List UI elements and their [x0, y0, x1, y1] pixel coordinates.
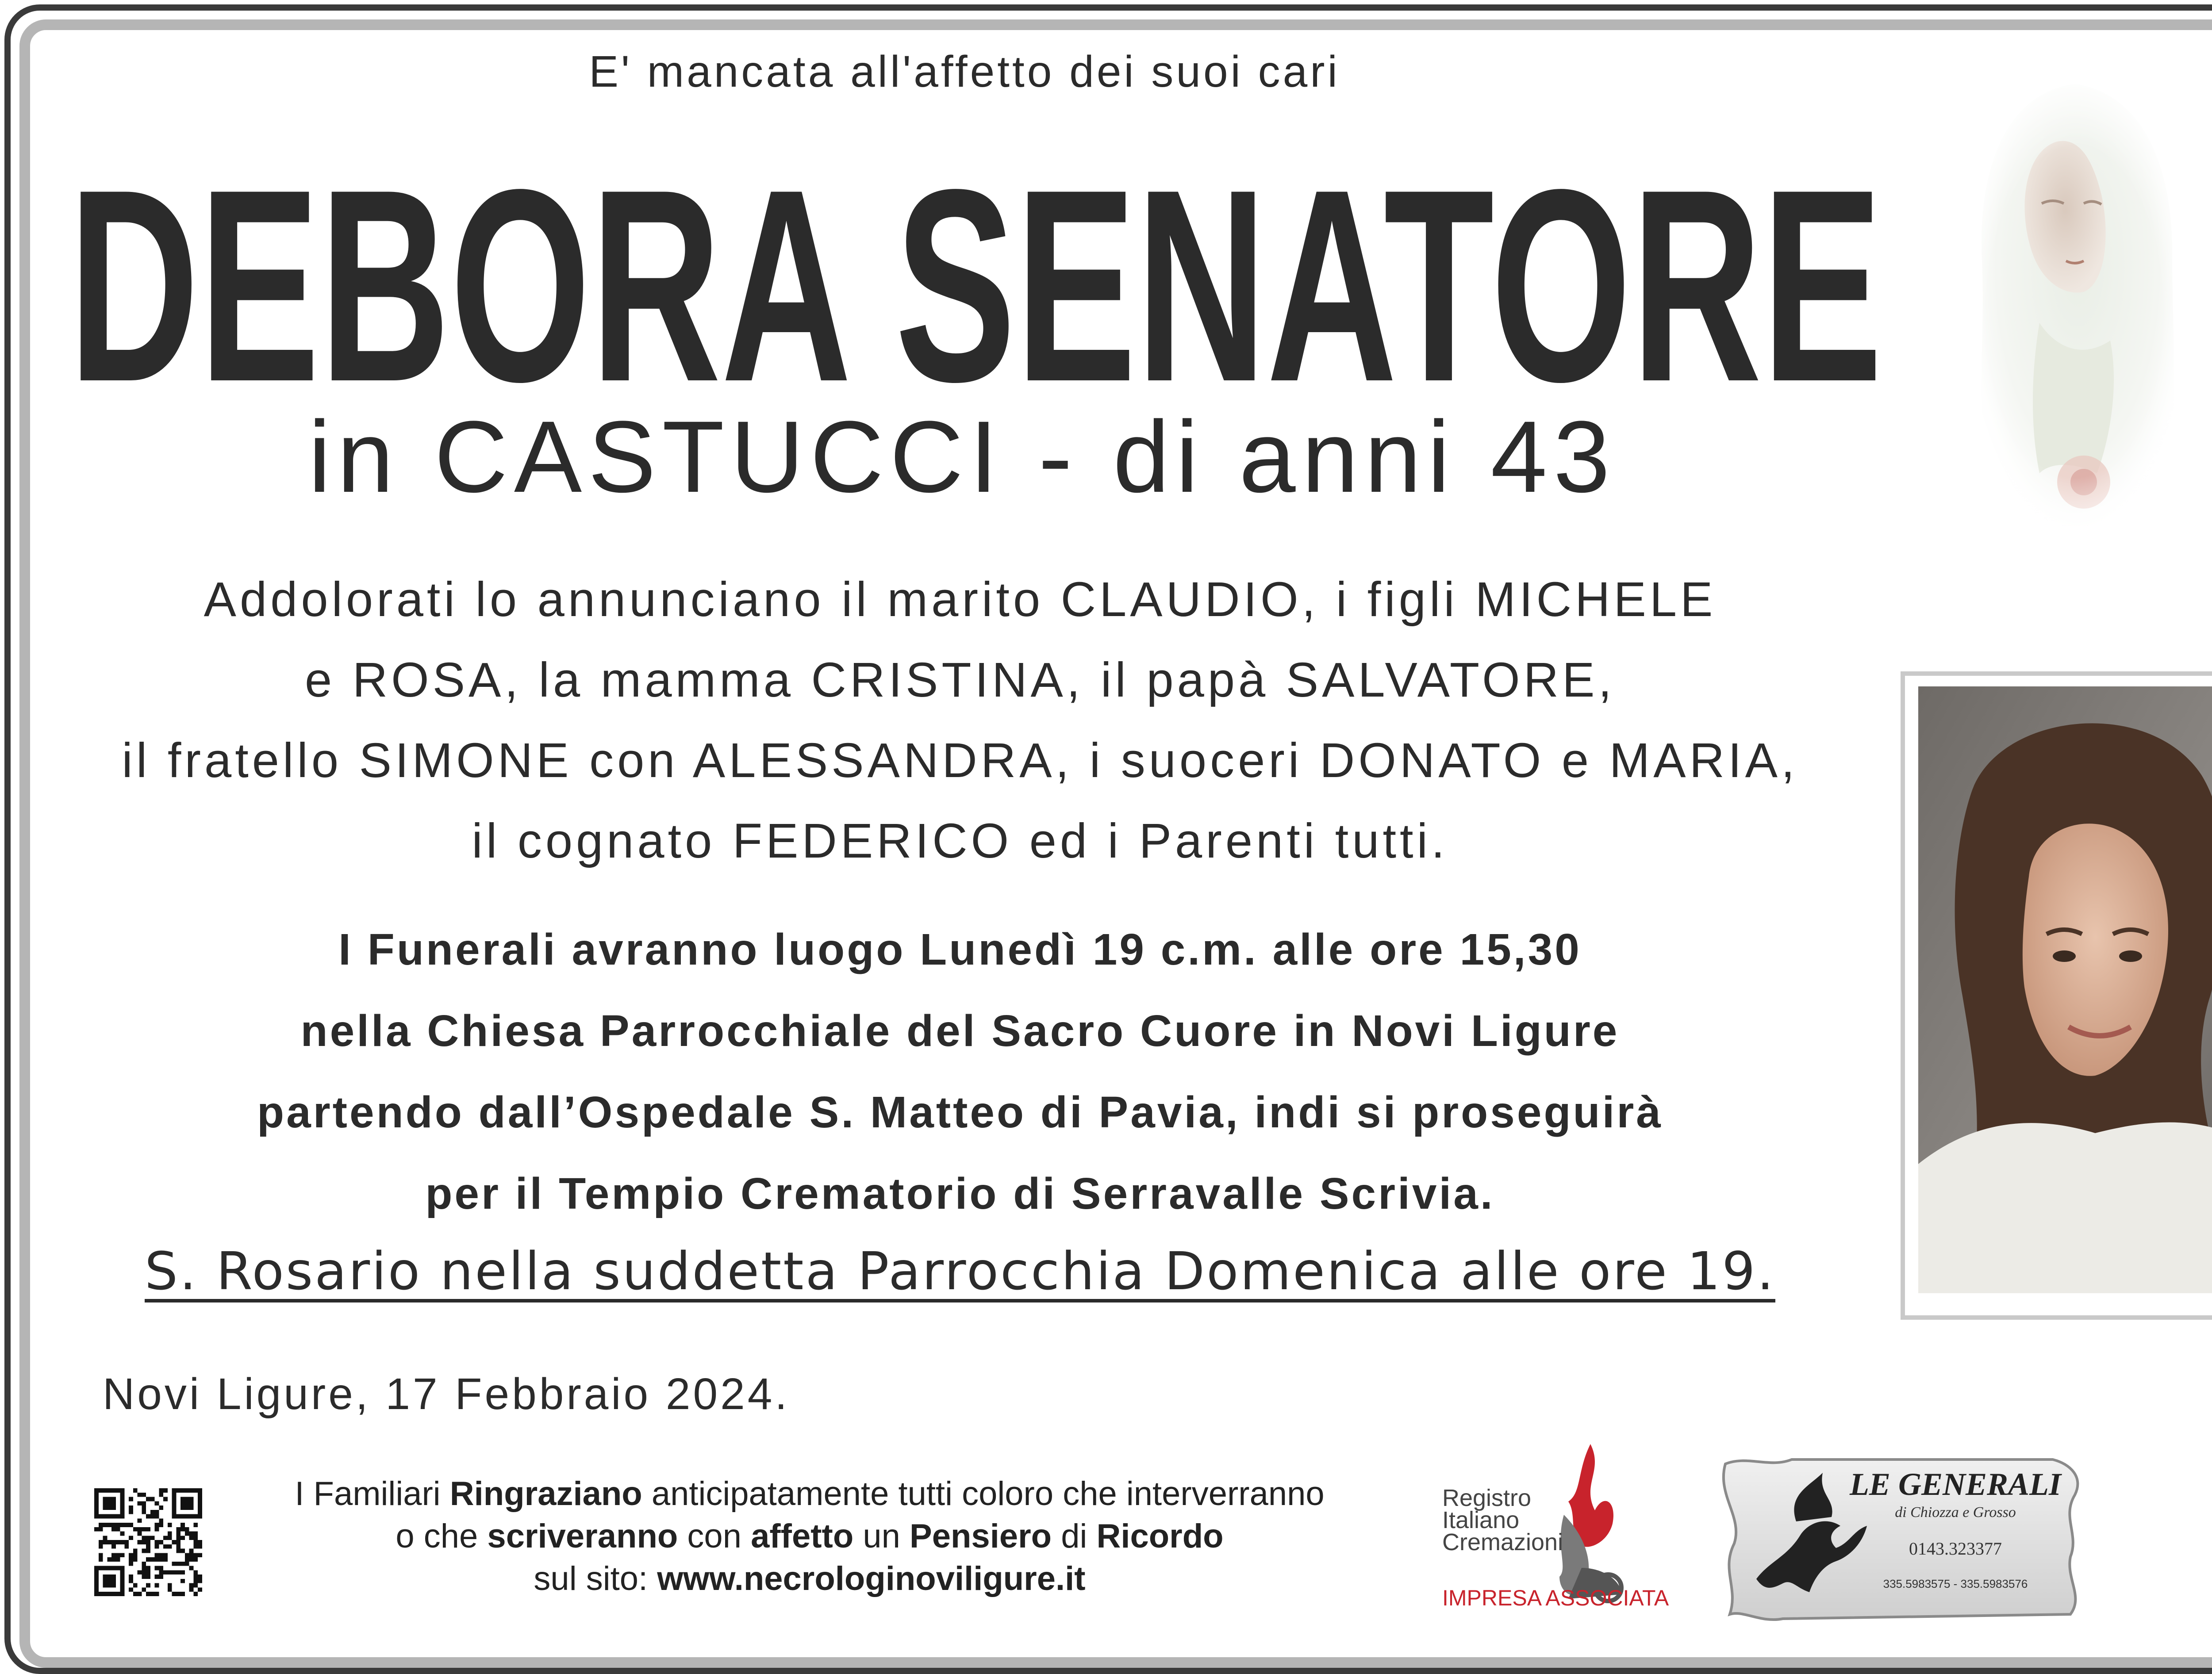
thanks-line-2	[221, 1515, 1398, 1558]
family-line: e ROSA, la mamma CRISTINA, il papà SALVATORE,	[304, 653, 1616, 707]
funeral-line: per il Tempio Crematorio di Serravalle Scrivia.	[425, 1169, 1495, 1218]
funeral-line: nella Chiesa Parrocchiale del Sacro Cuore in Novi Ligure	[300, 1006, 1620, 1056]
deceased-subname: in CASTUCCI - di anni 43	[308, 400, 1617, 513]
thanks-text: di	[1052, 1517, 1097, 1555]
thanks-bold: affetto	[751, 1517, 854, 1555]
thanks-text: sul sito:	[534, 1560, 657, 1597]
family-line: il cognato FEDERICO ed i Parenti tutti.	[472, 814, 1448, 868]
rosario-info	[49, 1241, 1871, 1302]
registro-cremazioni-logo	[1436, 1435, 1701, 1630]
thanks-text: con	[678, 1517, 751, 1555]
agency-mobiles: 335.5983575 - 335.5983576	[1883, 1577, 2028, 1590]
thanks-text: anticipatamente tutti coloro che interverranno	[642, 1475, 1325, 1513]
family-line: Addolorati lo annunciano il marito CLAUDIO, i figli MICHELE	[204, 572, 1717, 627]
funeral-line: I Funerali avranno luogo Lunedì 19 c.m. alle ore 15,30	[338, 925, 1582, 974]
thanks-bold: Ringraziano	[449, 1475, 642, 1513]
thanks-text: un	[853, 1517, 910, 1555]
thanks-bold: Ricordo	[1096, 1517, 1224, 1555]
family-line: il fratello SIMONE con ALESSANDRA, i suoceri DONATO e MARIA,	[122, 733, 1798, 788]
madonna-image	[1951, 75, 2199, 548]
thanks-text: o che	[396, 1517, 488, 1555]
funeral-line: partendo dall’Ospedale S. Matteo di Pavia, indi si proseguirà	[257, 1088, 1663, 1137]
registro-line: Registro	[1442, 1485, 1532, 1511]
portrait-photo	[1918, 686, 2212, 1293]
deceased-name	[58, 115, 1893, 425]
place-date: Novi Ligure, 17 Febbraio 2024.	[103, 1369, 790, 1419]
thanks-block	[221, 1473, 1398, 1600]
thanks-line-1	[221, 1473, 1398, 1515]
intro-text: E' mancata all'affetto dei suoi cari	[589, 47, 1340, 96]
agency-logo	[1708, 1446, 2093, 1632]
funeral-info	[49, 909, 1871, 1234]
family-announcement	[49, 559, 1871, 881]
registro-line: Cremazioni	[1442, 1529, 1563, 1555]
website-link[interactable]: www.necrologinoviligure.it	[657, 1560, 1086, 1597]
thanks-line-3	[221, 1558, 1398, 1600]
thanks-text: I Familiari	[295, 1475, 450, 1513]
thanks-bold: scriveranno	[487, 1517, 678, 1555]
agency-phone: 0143.323377	[1909, 1539, 2002, 1559]
impresa-associata: IMPRESA ASSOCIATA	[1442, 1586, 1669, 1610]
rosario-text: S. Rosario nella suddetta Parrocchia Domenica alle ore 19.	[145, 1241, 1775, 1302]
deceased-name-text: DEBORA SENATORE	[69, 133, 1882, 425]
qr-code-icon[interactable]	[94, 1488, 202, 1596]
flame-icon	[1559, 1444, 1621, 1601]
thanks-bold: Pensiero	[910, 1517, 1052, 1555]
agency-name: LE GENERALI	[1849, 1467, 2062, 1502]
agency-subtitle: di Chiozza e Grosso	[1895, 1504, 2016, 1521]
registro-line: Italiano	[1442, 1507, 1520, 1533]
